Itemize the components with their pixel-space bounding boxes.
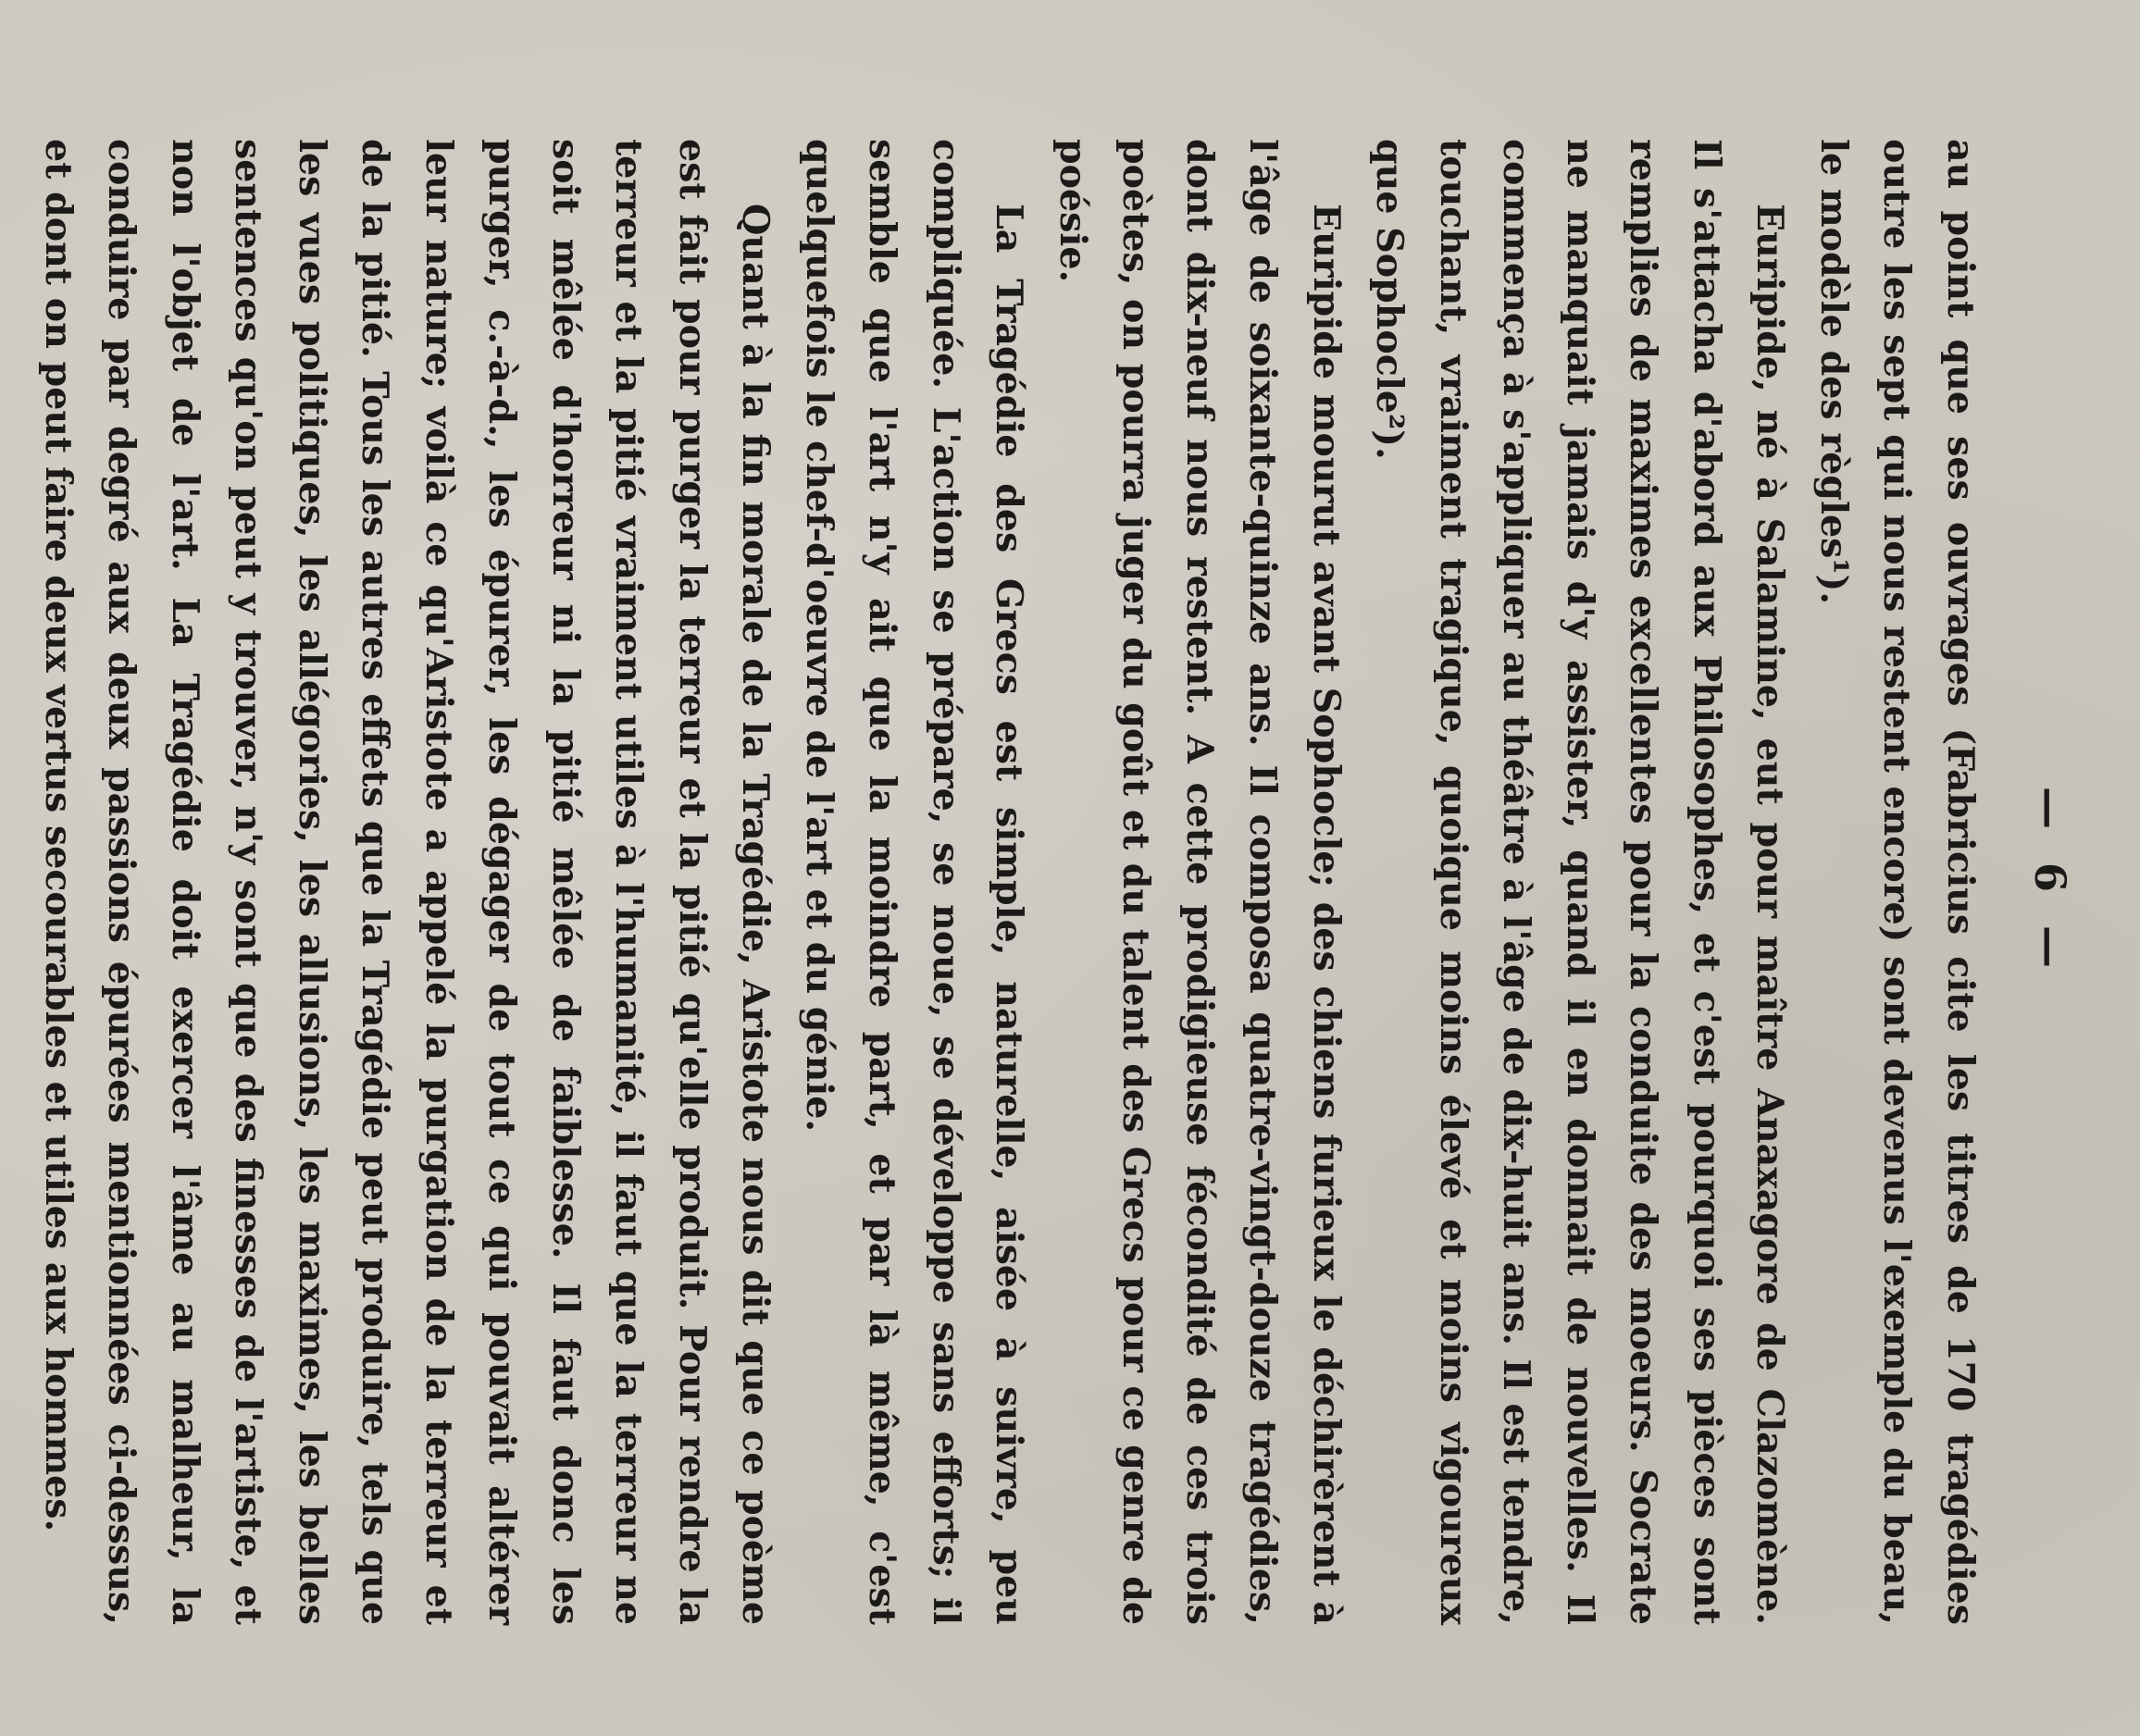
paragraph-4: La Tragédie des Grecs est simple, naturelle, aisée à suivre, peu compliquée. L'action se prépare, se noue, se développe sans efforts; il semble que l'art n'y ait que la moindre part, et par là même, c'est quelquefois le chef-d'oeuvre de l'art et du génie. <box>798 139 1031 1625</box>
paragraph-3: Euripide mourut avant Sophocle; des chiens furieux le déchirèrent à l'âge de soixante-quinze ans. Il composa quatre-vingt-douze tragédies, dont dix-neuf nous restent. A cette prodigieuse fécondité de ces trois poètes, on pourra juger du goût et du talent des Grecs pour ce genre de poésie. <box>1051 139 1348 1625</box>
paragraph-1: au point que ses ouvrages (Fabricius cite les titres de 170 tragédies outre les sept qui nous restent encore) sont devenus l'exemple du beau, le modèle des règles¹). <box>1812 139 1982 1625</box>
main-text <box>27 139 1993 1625</box>
paragraph-5: Quant à la fin morale de la Tragédie, Aristote nous dit que ce poème est fait pour purger la terreur et la pitié qu'elle produit. Pour rendre la terreur et la pitié vraiment utiles à l'humanité, il faut que la terreur ne soit mêlée d'horreur ni la pitié mêlée de faiblesse. Il faut donc les purger, c.-à-d., les épurer, les dégager de tout ce qui pouvait altérer leur nature; voilà ce qu'Aristote a appelé la purgation de la terreur et de la pitié. Tous les autres effets que la Tragédie peut produire, tels que les vues politiques, les allégories, les allusions, les maximes, les belles sentences qu'on peut y trouver, n'y sont que des finesses de l'artiste, et non l'objet de l'art. La Tragédie doit exercer l'âme au malheur, la conduire par degré aux deux passions épurées mentionnées ci-dessus, et dont on peut faire deux vertus secourables et utiles aux hommes. <box>37 139 778 1625</box>
page-number: — 6 — <box>2025 786 2075 978</box>
paragraph-2: Euripide, né à Salamine, eut pour maître Anaxagore de Clazomène. Il s'attacha d'abord aux Philosophes, et c'est pourquoi ses pièces sont remplies de maximes excellentes pour la conduite des moeurs. Socrate ne manquait jamais d'y assister, quand il en donnait de nouvelles. Il commença à s'appliquer au théâtre à l'âge de dix-huit ans. Il est tendre, touchant, vraiment tragique, quoique moins élevé et moins vigoureux que Sophocle²). <box>1368 139 1792 1625</box>
